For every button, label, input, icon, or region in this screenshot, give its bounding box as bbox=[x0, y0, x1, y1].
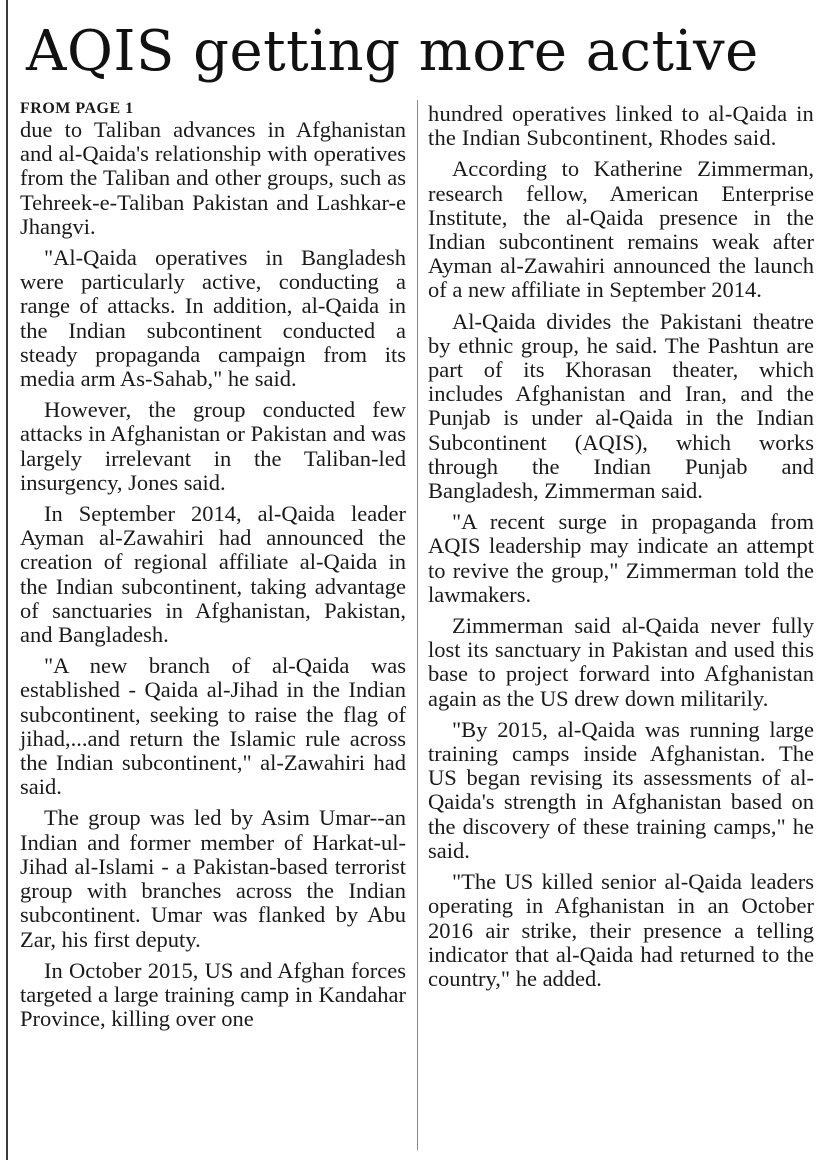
column-divider bbox=[417, 100, 418, 1150]
paragraph: The group was led by Asim Umar--an Indian and former member of Harkat-ul-Jihad al-Islami - a Pakistan-based terrorist group with branches across the Indian subcontinent. Umar was flanked by Abu Zar, his first deputy. bbox=[20, 805, 406, 952]
paragraph: Zimmerman said al-Qaida never fully lost its sanctuary in Pakistan and used this base to project forward into Afghanistan again as the US drew down militarily. bbox=[428, 613, 814, 711]
paragraph: "By 2015, al-Qaida was running large training camps inside Afghanistan. The US began revising its assessments of al-Qaida's strength in Afghanistan based on the discovery of these training camps," he said. bbox=[428, 716, 814, 863]
left-page-rule bbox=[6, 0, 8, 1160]
paragraph: hundred operatives linked to al-Qaida in the Indian Subcontinent, Rhodes said. bbox=[428, 101, 814, 151]
article-column-left bbox=[20, 100, 406, 1038]
continuation-kicker: FROM PAGE 1 bbox=[20, 100, 134, 117]
paragraph: In September 2014, al-Qaida leader Ayman al-Zawahiri had announced the creation of regional affiliate al-Qaida in the Indian subcontinent, taking advantage of sanctuaries in Afghanistan, Pakistan, and Bangladesh. bbox=[20, 501, 406, 648]
paragraph: "Al-Qaida operatives in Bangladesh were particularly active, conducting a range of attacks. In addition, al-Qaida in the Indian subcontinent conducted a steady propaganda campaign from its media arm As-Sahab," he said. bbox=[20, 245, 406, 392]
paragraph: "A recent surge in propaganda from AQIS leadership may indicate an attempt to revive the group," Zimmerman told the lawmakers. bbox=[428, 509, 814, 607]
paragraph: However, the group conducted few attacks in Afghanistan or Pakistan and was largely irrelevant in the Taliban-led insurgency, Jones said. bbox=[20, 397, 406, 495]
paragraph: In October 2015, US and Afghan forces targeted a large training camp in Kandahar Province, killing over one bbox=[20, 957, 406, 1032]
headline: AQIS getting more active bbox=[26, 19, 759, 84]
paragraph: According to Katherine Zimmerman, research fellow, American Enterprise Institute, the al-Qaida presence in the Indian subcontinent remains weak after Ayman al-Zawahiri announced the launch of a new affiliate in September 2014. bbox=[428, 156, 814, 303]
article-column-right bbox=[428, 102, 814, 998]
paragraph: due to Taliban advances in Afghanistan and al-Qaida's relationship with operatives from the Taliban and other groups, such as Tehreek-e-Taliban Pakistan and Lashkar-e Jhangvi. bbox=[20, 117, 406, 239]
paragraph: "A new branch of al-Qaida was established - Qaida al-Jihad in the Indian subcontinent, seeking to raise the flag of jihad,...and return the Islamic rule across the Indian subcontinent," al-Zawahiri had said. bbox=[20, 653, 406, 800]
paragraph: "The US killed senior al-Qaida leaders operating in Afghanistan in an October 2016 air strike, their presence a telling indicator that al-Qaida had returned to the country," he added. bbox=[428, 869, 814, 991]
paragraph: Al-Qaida divides the Pakistani theatre by ethnic group, he said. The Pashtun are part of its Khorasan theater, which includes Afghanistan and Iran, and the Punjab is under al-Qaida in the Indian Subcontinent (AQIS), which works through the Indian Punjab and Bangladesh, Zimmerman said. bbox=[428, 308, 814, 504]
